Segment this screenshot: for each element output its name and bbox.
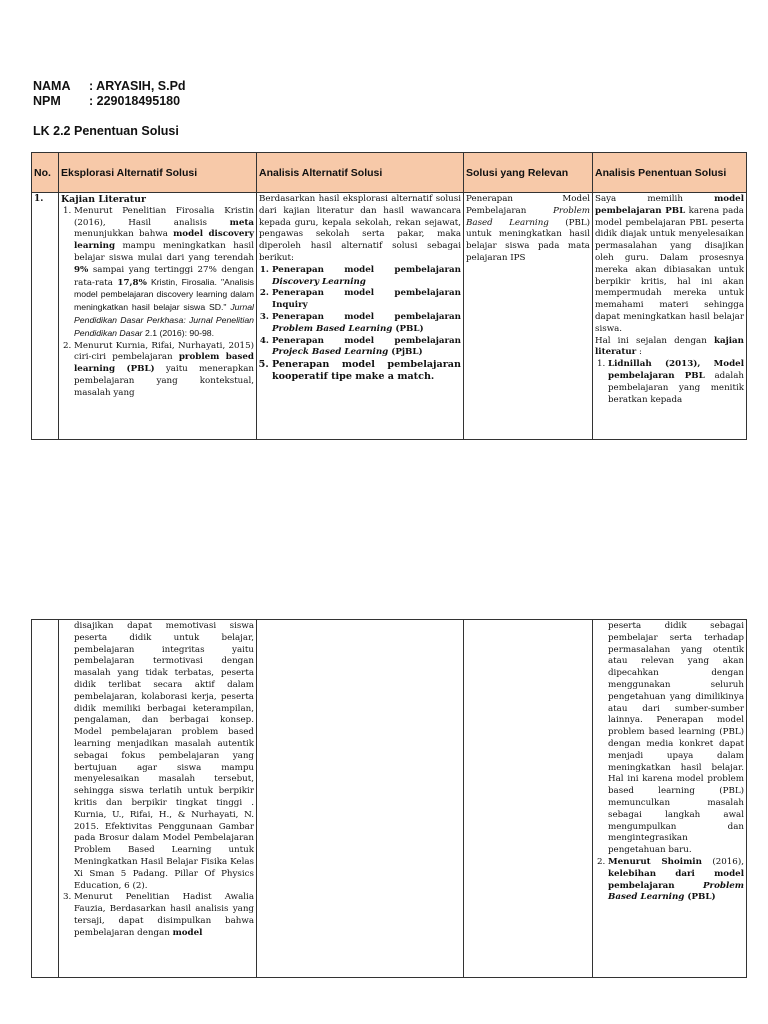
row-number: 1. <box>32 193 59 440</box>
solution-table-page2 <box>31 619 747 978</box>
name-line <box>33 79 186 93</box>
npm-label: NPM <box>33 94 61 108</box>
eksplorasi-continuation: disajikan dapat memotivasi siswa peserta didik untuk belajar, pembelajaran integritas yaitu pembelajaran termotivasi dengan masalah yang tidak terbatas, peserta didik terlibat secara aktif dalam pembelajaran, kolaborasi kerja, peserta didik memiliki berbagai keterampilan, pengalaman, dan berbagai konsep. Model pembelajaran problem based learning menjadikan masalah autentik sebagai fokus pembelajaran yang bertujuan agar siswa mampu menyelesaikan masalah tersebut, sehingga siswa terlatih untuk berpikir kritis dan berpikir tingkat tinggi . Kurnia, U., Rifai, H., & Nurhayati, N. 2015. Efektivitas Penggunaan Gambar pada Brosur dalam Model Pembelajaran Problem Based Learning untuk Meningkatkan Hasil Belajar Fisika Kelas Xi Sman 5 Padang. Pillar Of Physics Education, 6 (2). <box>74 621 254 891</box>
col-header-analisis: Analisis Alternatif Solusi <box>257 153 464 193</box>
list-item: 1. Penerapan model pembelajaran Discovery Learning <box>272 265 461 289</box>
analisis-intro: Berdasarkan hasil eksplorasi alternatif solusi dari kajian literatur dan hasil wawancara kepada guru, kepala sekolah, rekan sejawat, pengawas sekolah serta pakar, maka diperoleh hasil alternatif solusi sebagai berikut: <box>259 194 461 263</box>
list-item: 3. Menurut Penelitian Hadist Awalia Fauzia, Berdasarkan hasil analisis yang tersaji, dapat disimpulkan bahwa pembelajaran dengan model <box>74 892 254 939</box>
eksplorasi-cell-cont <box>59 620 257 978</box>
list-item: 1. Lidnillah (2013), Model pembelajaran PBL adalah pembelajaran yang menitik beratkan kepada <box>608 359 744 406</box>
solusi-cell: Penerapan Model Pembelajaran Problem Based Learning (PBL) untuk meningkatkan hasil belajar siswa pada mata pelajaran IPS <box>464 193 593 440</box>
list-item: 2. Menurut Shoimin (2016), kelebihan dari model pembelajaran Problem Based Learning (PBL) <box>608 857 744 904</box>
list-item: 2. Menurut Kurnia, Rifai, Nurhayati, 2015) ciri-ciri pembelajaran problem based learning (PBL) yaitu menerapkan pembelajaran yang kontekstual, masalah yang <box>74 341 254 400</box>
row-number-empty <box>32 620 59 978</box>
kajian-heading: Kajian Literatur <box>61 194 146 205</box>
col-header-no: No. <box>32 153 59 193</box>
penentuan-continuation: peserta didik sebagai pembelajar serta terhadap permasalahan yang otentik atau relevan yang akan dipecahkan dengan menggunakan seluruh pengetahuan yang dimilikinya atau dari sumber-sumber lainnya. Penerapan model problem based learning (PBL) dengan media konkret dapat menjadi upaya dalam meningkatkan hasil belajar. Hal ini karena model problem based learning (PBL) memunculkan masalah sebagai langkah awal mengumpulkan dan mengintegrasikan pengetahuan baru. <box>608 621 744 856</box>
literature-list-cont <box>61 892 254 939</box>
list-item: 5. Penerapan model pembelajaran kooperatif tipe make a match. <box>272 359 461 383</box>
table-row <box>32 193 747 440</box>
list-item: 4. Penerapan model pembelajaran Projeck Based Learning (PjBL) <box>272 336 461 360</box>
col-header-solusi: Solusi yang Relevan <box>464 153 593 193</box>
table-row <box>32 620 747 978</box>
penentuan-para2: Hal ini sejalan dengan kajian literatur : <box>595 335 744 358</box>
alternative-list <box>259 265 461 383</box>
penentuan-cell <box>593 193 747 440</box>
npm-line <box>33 94 180 108</box>
penentuan-list <box>595 359 744 406</box>
analisis-cell <box>257 193 464 440</box>
list-item: 2. Penerapan model pembelajaran Inquiry <box>272 288 461 312</box>
col-header-penentuan: Analisis Penentuan Solusi <box>593 153 747 193</box>
name-value: : ARYASIH, S.Pd <box>89 79 186 93</box>
solution-table-page1 <box>31 152 747 440</box>
table-header-row <box>32 153 747 193</box>
eksplorasi-cell <box>59 193 257 440</box>
literature-list <box>61 206 254 400</box>
name-label: NAMA <box>33 79 71 93</box>
page-title: LK 2.2 Penentuan Solusi <box>33 124 179 138</box>
solusi-cell-empty <box>464 620 593 978</box>
analisis-cell-empty <box>257 620 464 978</box>
penentuan-cell-cont <box>593 620 747 978</box>
col-header-eksplorasi: Eksplorasi Alternatif Solusi <box>59 153 257 193</box>
npm-value: : 229018495180 <box>89 94 181 108</box>
penentuan-list-cont <box>595 857 744 904</box>
list-item: 1. Menurut Penelitian Firosalia Kristin (2016), Hasil analisis meta menunjukkan bahwa model discovery learning mampu meningkatkan hasil belajar siswa mulai dari yang terendah 9% sampai yang tertinggi 27% dengan rata-rata 17,8% Kristin, Firosalia. "Analisis model pembelajaran discovery learning dalam meningkatkan hasil belajar siswa SD." Jurnal Pendidikan Dasar Perkhasa: Jurnal Penelitian Pendidikan Dasar 2.1 (2016): 90-98. <box>74 206 254 341</box>
list-item: 3. Penerapan model pembelajaran Problem Based Learning (PBL) <box>272 312 461 336</box>
penentuan-para1: Saya memilih model pembelajaran PBL karena pada model pembelajaran PBL peserta didik diajak untuk menyelesaikan permasalahan yang disajikan oleh guru. Dalam prosesnya mereka akan dibiasakan untuk berpikir kritis, hal ini akan mempermudah mereka untuk memahami materi sehingga dapat meningkatkan hasil belajar siswa. <box>595 194 744 334</box>
